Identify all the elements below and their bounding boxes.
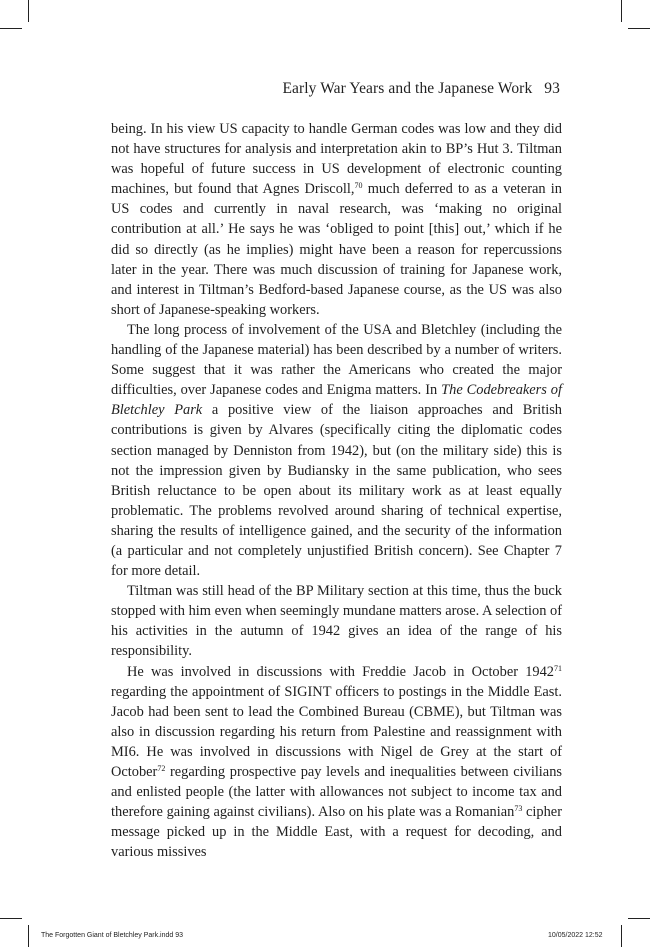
- crop-mark-top-left-horizontal: [0, 28, 22, 29]
- body-text: [111, 119, 562, 862]
- crop-mark-top-left-vertical: [28, 0, 29, 22]
- crop-mark-bottom-left-vertical: [28, 925, 29, 947]
- footnote-ref: 71: [554, 663, 562, 673]
- running-head: [282, 80, 560, 98]
- book-title: The Codebreakers of Bletchley Park: [111, 382, 562, 419]
- page-number: 93: [544, 80, 560, 97]
- paragraph-text: Tiltman was still head of the BP Military section at this time, thus the buck stopped with him even when seemingly mundane matters arose. A selection of his activities in the autumn of 1942 gives an idea of the range of his responsibility.: [111, 583, 562, 660]
- slug-file-info: The Forgotten Giant of Bletchley Park.indd 93: [41, 932, 184, 939]
- paragraph-text: much deferred to as a veteran in US codes and currently in naval research, was ‘making no original contribution at all.’ He says he was ‘obliged to point [this] out,’ which if he did so directly (as he implies) might have been a reason for repercussions later in the year. There was much discussion of training for Japanese work, and interest in Tiltman’s Bedford-based Japanese course, as the US was also short of Japanese-speaking workers.: [111, 181, 562, 318]
- crop-mark-top-right-horizontal: [628, 28, 650, 29]
- slug-datetime: 10/05/2022 12:52: [548, 932, 603, 939]
- running-head-title: Early War Years and the Japanese Work: [282, 80, 533, 97]
- paragraph: [111, 581, 562, 661]
- crop-mark-bottom-right-horizontal: [628, 918, 650, 919]
- crop-mark-bottom-left-horizontal: [0, 918, 22, 919]
- crop-mark-top-right-vertical: [621, 0, 622, 22]
- paragraph-text: He was involved in discussions with Freddie Jacob in October 1942: [127, 663, 554, 680]
- paragraph: [111, 119, 562, 320]
- crop-mark-bottom-right-vertical: [621, 925, 622, 947]
- footnote-ref: 72: [157, 764, 166, 773]
- paragraph-text: cipher message picked up in the Middle East, with a request for decoding, and various missives: [111, 804, 562, 861]
- paragraph-text: regarding prospective pay levels and inequalities between civilians and enlisted people (the latter with allowances not subject to income tax and therefore gaining against civilians). Also on his plate was a Romanian: [111, 764, 562, 821]
- footnote-ref: 73: [514, 804, 523, 814]
- paragraph-text: The long process of involvement of the USA and Bletchley (including the handling of the Japanese material) has been described by a number of writers. Some suggest that it was rather the Americans who created the major difficulties, over Japanese codes and Enigma matters. In: [111, 321, 562, 399]
- paragraph: [111, 320, 562, 581]
- paragraph-text: being. In his view US capacity to handle German codes was low and they did not have structures for analysis and interpretation akin to BP’s Hut 3. Tiltman was hopeful of future success in US development of electronic counting machines, but found that Agnes Driscoll,: [111, 121, 562, 198]
- paragraph-text: regarding the appointment of SIGINT officers to postings in the Middle East. Jacob had been sent to lead the Combined Bureau (CBME), but Tiltman was also in discussion regarding his return from Palestine and reassignment with MI6. He was involved in discussions with Nigel de Grey at the start of October: [111, 683, 562, 780]
- footnote-ref: 70: [354, 181, 363, 191]
- paragraph-text: a positive view of the liaison approaches and British contributions is given by Alvares (specifically citing the diplomatic codes section managed by Denniston from 1942), but (on the military side) this is not the impression given by Budiansky in the same publication, who sees British reluctance to be open about its military work as at least equally problematic. The problems revolved around sharing of technical expertise, sharing the results of intelligence gained, and the security of the information (a particular and not completely unjustified British concern). See Chapter 7 for more detail.: [111, 402, 562, 580]
- paragraph: [111, 662, 562, 863]
